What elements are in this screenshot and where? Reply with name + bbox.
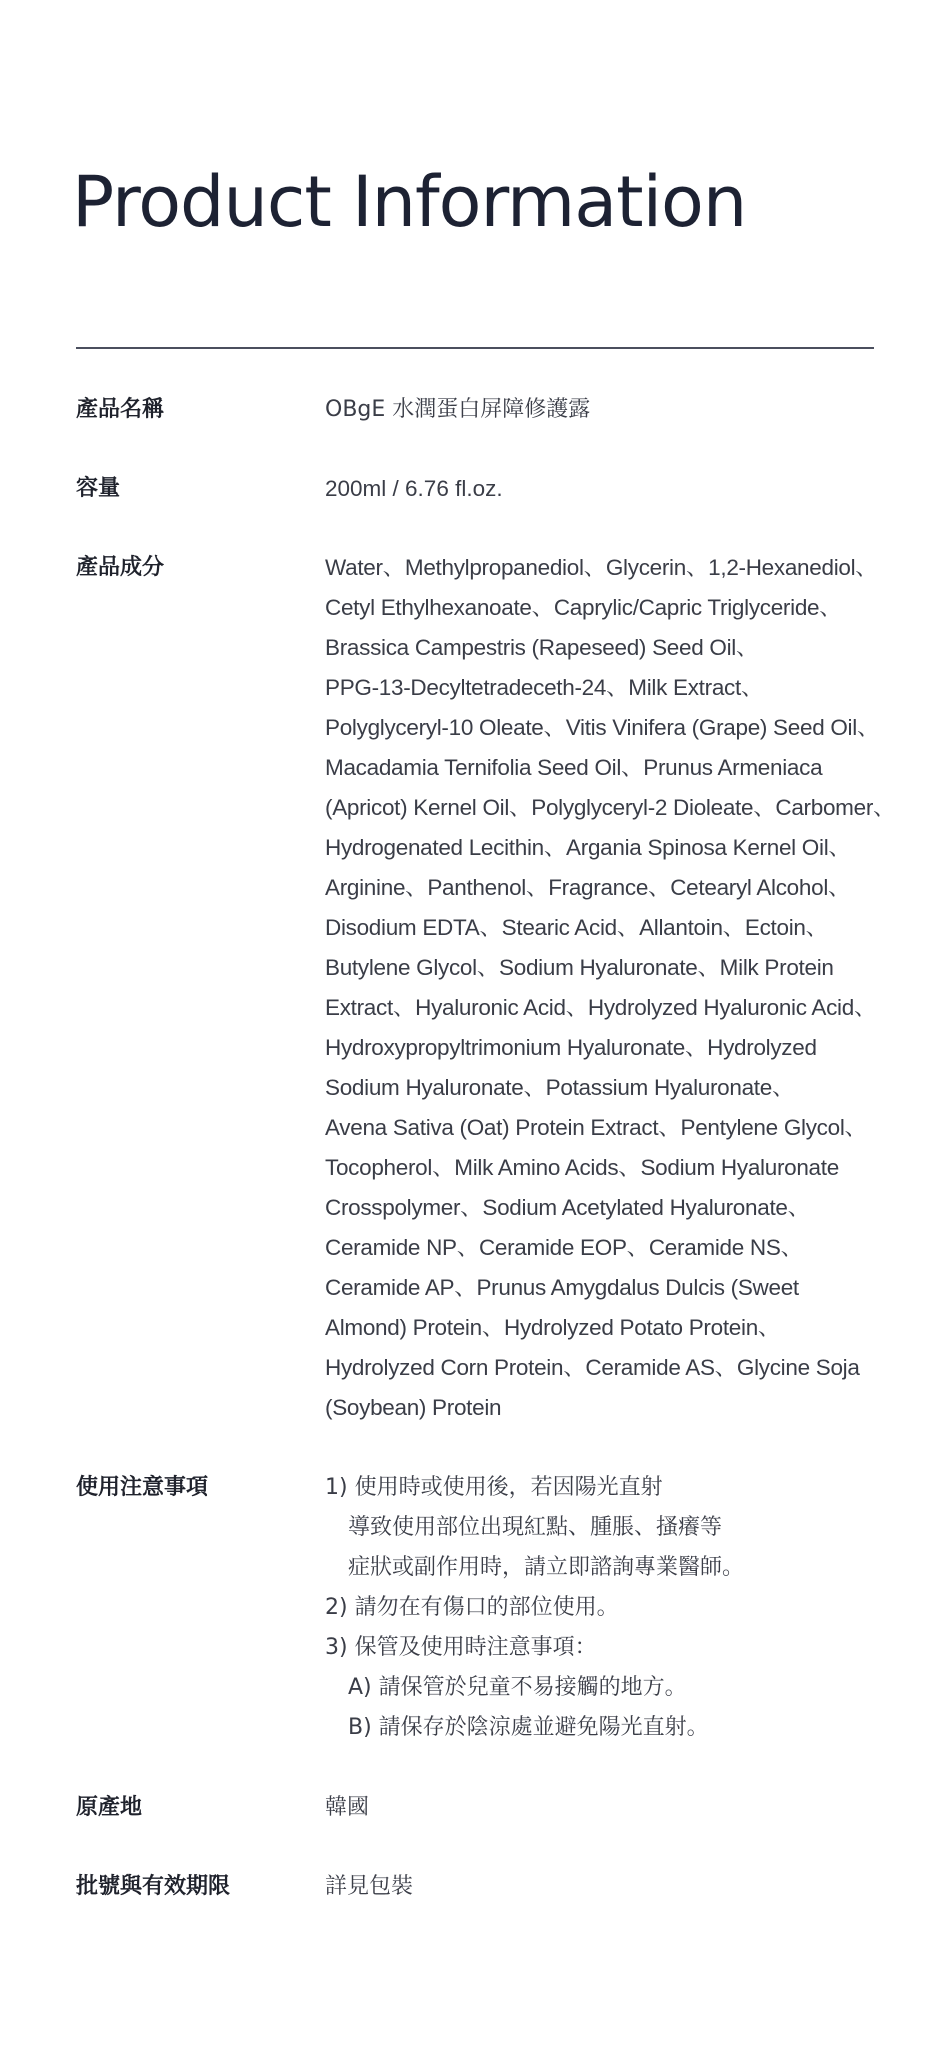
product-info-list <box>76 390 896 1907</box>
ingredients-line: Avena Sativa (Oat) Protein Extract、Pentylene Glycol、 <box>325 1115 867 1140</box>
info-row-origin <box>76 1788 876 1828</box>
ingredients-line: (Soybean) Protein <box>325 1395 502 1420</box>
info-row-product-name <box>76 390 876 430</box>
product-name-value: OBgE 水潤蛋白屏障修護露 <box>325 397 591 422</box>
usage-line: 3) 保管及使用時注意事項： <box>325 1635 597 1660</box>
ingredients-line: Sodium Hyaluronate、Potassium Hyaluronate、 <box>325 1075 795 1100</box>
ingredients-line: Polyglyceryl-10 Oleate、Vitis Vinifera (Grape) Seed Oil、 <box>325 715 880 740</box>
ingredients-line: Macadamia Ternifolia Seed Oil、Prunus Armeniaca <box>325 755 823 780</box>
ingredients-line: Crosspolymer、Sodium Acetylated Hyaluronate、 <box>325 1195 810 1220</box>
usage-line: A) 請保管於兒童不易接觸的地方。 <box>348 1675 687 1700</box>
ingredients-line: PPG-13-Decyltetradeceth-24、Milk Extract、 <box>325 675 764 700</box>
origin-label: 原產地 <box>76 1795 143 1820</box>
volume-value: 200ml / 6.76 fl.oz. <box>325 476 503 501</box>
ingredients-line: Ceramide NP、Ceramide EOP、Ceramide NS、 <box>325 1235 803 1260</box>
usage-line: B) 請保存於陰涼處並避免陽光直射。 <box>348 1715 709 1740</box>
origin-value: 韓國 <box>325 1795 370 1820</box>
ingredients-line: Hydrolyzed Corn Protein、Ceramide AS、Glycine Soja <box>325 1355 860 1380</box>
info-row-batch-expiry <box>76 1867 876 1907</box>
title-divider <box>76 347 874 349</box>
ingredients-line: Ceramide AP、Prunus Amygdalus Dulcis (Sweet <box>325 1275 799 1300</box>
product-name-label: 產品名稱 <box>76 397 165 422</box>
usage-value <box>325 1468 876 1748</box>
batch-label: 批號與有效期限 <box>76 1874 231 1899</box>
ingredients-line: Water、Methylpropanediol、Glycerin、1,2-Hexanediol、 <box>325 555 878 580</box>
ingredients-line: Hydroxypropyltrimonium Hyaluronate、Hydrolyzed <box>325 1035 817 1060</box>
usage-line: 症狀或副作用時，請立即諮詢專業醫師。 <box>348 1555 745 1580</box>
ingredients-line: Hydrogenated Lecithin、Argania Spinosa Kernel Oil、 <box>325 835 851 860</box>
ingredients-line: Brassica Campestris (Rapeseed) Seed Oil、 <box>325 635 759 660</box>
ingredients-line: Arginine、Panthenol、Fragrance、Cetearyl Alcohol、 <box>325 875 851 900</box>
info-row-ingredients <box>76 548 896 1428</box>
ingredients-line: Disodium EDTA、Stearic Acid、Allantoin、Ectoin、 <box>325 915 828 940</box>
ingredients-line: Tocopherol、Milk Amino Acids、Sodium Hyaluronate <box>325 1155 839 1180</box>
ingredients-line: Almond) Protein、Hydrolyzed Potato Protein、 <box>325 1315 781 1340</box>
volume-label: 容量 <box>76 476 121 501</box>
usage-line: 2) 請勿在有傷口的部位使用。 <box>325 1595 619 1620</box>
info-row-usage-precautions <box>76 1468 876 1748</box>
batch-value: 詳見包裝 <box>325 1874 414 1899</box>
ingredients-line: Cetyl Ethylhexanoate、Caprylic/Capric Triglyceride、 <box>325 595 842 620</box>
info-row-volume <box>76 469 876 509</box>
usage-line: 導致使用部位出現紅點、腫脹、搔癢等 <box>348 1515 723 1540</box>
ingredients-label: 產品成分 <box>76 555 165 580</box>
usage-label: 使用注意事項 <box>76 1475 209 1500</box>
page-title: Product Information <box>72 161 747 243</box>
ingredients-line: (Apricot) Kernel Oil、Polyglyceryl-2 Dioleate、Carbomer、 <box>325 795 896 820</box>
ingredients-line: Butylene Glycol、Sodium Hyaluronate、Milk Protein <box>325 955 834 980</box>
ingredients-line: Extract、Hyaluronic Acid、Hydrolyzed Hyaluronic Acid、 <box>325 995 877 1020</box>
usage-line: 1) 使用時或使用後，若因陽光直射 <box>325 1475 663 1500</box>
ingredients-value <box>325 548 895 1428</box>
